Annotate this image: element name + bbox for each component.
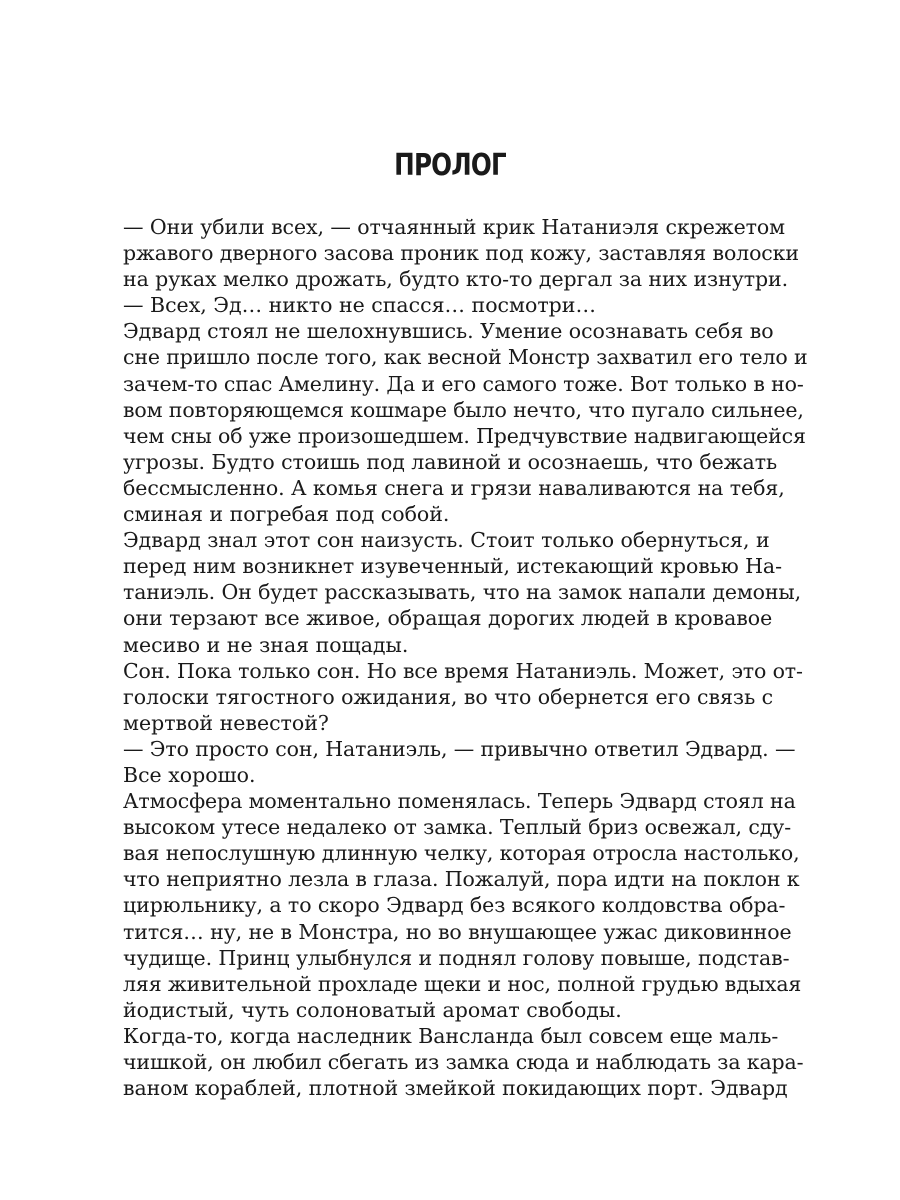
text-line: таниэль. Он будет рассказывать, что на замок напали демоны, <box>123 580 802 605</box>
text-line: — Это просто сон, Натаниэль, — привычно ответил Эдвард. — <box>123 736 796 761</box>
text-line: Эдвард знал этот сон наизусть. Стоит только обернуться, и <box>123 528 770 553</box>
text-line: — Они убили всех, — отчаянный крик Натаниэля скрежетом <box>123 215 786 239</box>
chapter-body <box>123 214 808 1101</box>
chapter-title: ПРОЛОГ <box>394 148 506 183</box>
text-line: сминая и погребая под собой. <box>123 502 450 527</box>
text-line: бессмысленно. А комья снега и грязи наваливаются на тебя, <box>123 475 785 500</box>
text-line: они терзают все живое, обращая дорогих людей в кровавое <box>123 606 773 631</box>
text-line: вом повторяющемся кошмаре было нечто, что пугало сильнее, <box>123 397 804 422</box>
text-line: перед ним возникнет изувеченный, истекающий кровью На- <box>123 554 782 579</box>
text-line: йодистый, чуть солоноватый аромат свободы. <box>123 997 622 1022</box>
text-line: зачем-то спас Амелину. Да и его самого тоже. Вот только в но- <box>123 371 804 396</box>
text-line: высоком утесе недалеко от замка. Теплый бриз освежал, сду- <box>123 815 792 840</box>
text-line: чем сны об уже произошедшем. Предчувствие надвигающейся <box>123 423 806 448</box>
text-line: Когда-то, когда наследник Вансланда был совсем еще маль- <box>123 1023 779 1048</box>
text-line: тится… ну, не в Монстра, но во внушающее ужас диковинное <box>123 919 792 944</box>
text-line: голоски тягостного ожидания, во что обернется его связь с <box>123 684 774 709</box>
text-line: чишкой, он любил сбегать из замка сюда и наблюдать за кара- <box>123 1050 804 1074</box>
text-line: ляя живительной прохладе щеки и нос, полной грудью вдыхая <box>123 971 802 996</box>
text-line: Сон. Пока только сон. Но все время Натаниэль. Может, это от- <box>123 658 803 683</box>
text-line: — Всех, Эд… никто не спасся… посмотри… <box>123 293 596 318</box>
text-line: месиво и не зная пощады. <box>123 632 409 657</box>
text-line: сне пришло после того, как весной Монстр захватил его тело и <box>123 345 808 370</box>
text-line: что неприятно лезла в глаза. Пожалуй, пора идти на поклон к <box>123 867 800 892</box>
text-line: вая непослушную длинную челку, которая отросла настолько, <box>123 841 800 866</box>
text-line: Атмосфера моментально поменялась. Теперь Эдвард стоял на <box>123 789 796 814</box>
text-line: ваном кораблей, плотной змейкой покидающих порт. Эдвард <box>123 1076 788 1101</box>
text-line: ржавого дверного засова проник под кожу, заставляя волоски <box>123 241 799 266</box>
text-line: чудище. Принц улыбнулся и поднял голову повыше, подстав- <box>123 945 790 970</box>
text-line: мертвой невестой? <box>123 710 329 735</box>
text-line: Эдвард стоял не шелохнувшись. Умение осознавать себя во <box>123 319 774 344</box>
text-line: Все хорошо. <box>123 762 256 787</box>
text-line: угрозы. Будто стоишь под лавиной и осознаешь, что бежать <box>123 449 778 474</box>
text-line: на руках мелко дрожать, будто кто-то дергал за них изнутри. <box>123 267 789 292</box>
text-line: цирюльнику, а то скоро Эдвард без всякого колдовства обра- <box>123 893 786 918</box>
